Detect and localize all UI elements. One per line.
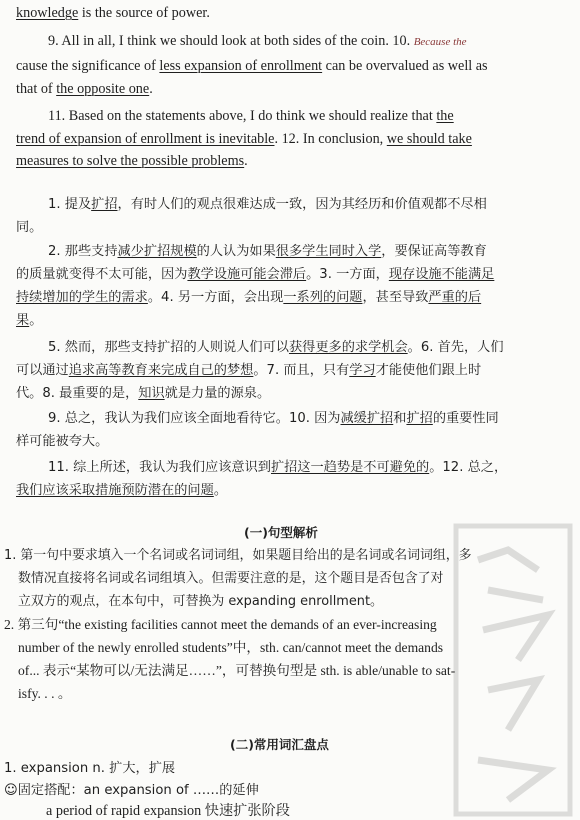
underlined-phrase: 减缓扩招 bbox=[340, 411, 394, 426]
text: 可以通过 bbox=[16, 363, 69, 378]
underlined-phrase: knowledge bbox=[16, 5, 79, 21]
en-line-5 bbox=[48, 107, 454, 125]
text: 。4. 另一方面，会出现 bbox=[147, 290, 284, 305]
underlined-phrase: 我们应该采取措施预防潜在的问题 bbox=[16, 483, 214, 498]
underlined-phrase: trend of expansion of enrollment is inevitable bbox=[16, 131, 275, 147]
text: 1. 提及 bbox=[48, 197, 92, 212]
zh-para-3-line-3 bbox=[16, 385, 270, 403]
text: ，要保证高等教育 bbox=[381, 244, 487, 259]
text: cause the significance of bbox=[16, 58, 160, 74]
text: 的质量就变得不太可能，因为 bbox=[16, 267, 188, 282]
text: 。 bbox=[213, 483, 227, 498]
text: 2. 那些支持 bbox=[48, 244, 118, 259]
underlined-phrase: 扩招这一趋势是不可避免的 bbox=[270, 460, 430, 475]
underlined-phrase: 知识 bbox=[138, 386, 165, 401]
text: 9. All in all, I think we should look at both sides of the coin. 10. bbox=[48, 33, 411, 49]
item-2-line-2: number of the newly enrolled students”中，sth. can/cannot meet the demands bbox=[18, 640, 444, 655]
text: ，有时人们的观点很难达成一致，因为其经历和价值观都不尽相 bbox=[117, 197, 487, 212]
text: 。 bbox=[29, 313, 43, 328]
text: 11. Based on the statements above, I do think we should realize that bbox=[48, 108, 437, 124]
underlined-phrase: 扩招 bbox=[91, 197, 118, 212]
item-1-line-3: 立双方的观点，在本句中，可替换为 expanding enrollment。 bbox=[18, 594, 383, 609]
text: 9. 总之，我认为我们应该全面地看待它。10. 因为 bbox=[48, 411, 341, 426]
text: . 12. In conclusion, bbox=[274, 131, 387, 147]
text: 。12. 总之， bbox=[429, 460, 508, 475]
zh-para-3-line-1 bbox=[48, 339, 504, 357]
text: ，甚至导致 bbox=[362, 290, 429, 305]
zh-para-3-line-2 bbox=[16, 362, 481, 380]
text: 11. 综上所述，我认为我们应该意识到 bbox=[48, 460, 271, 475]
text: 的人认为如果 bbox=[196, 244, 276, 259]
vocab-entry-1: 1. expansion n. 扩大，扩展 bbox=[4, 761, 176, 776]
underlined-phrase: 严重的后 bbox=[428, 290, 482, 305]
zh-para-5-line-2 bbox=[16, 482, 227, 500]
underlined-phrase: less expansion of enrollment bbox=[159, 58, 323, 74]
text: 和 bbox=[393, 411, 407, 426]
seal-watermark-icon bbox=[448, 520, 578, 820]
underlined-phrase: 果 bbox=[16, 313, 30, 328]
underlined-phrase: 教学设施可能会滞后 bbox=[187, 267, 307, 282]
en-line-7 bbox=[16, 152, 248, 170]
en-line-3 bbox=[16, 57, 488, 75]
text: 。7. 而且，只有 bbox=[253, 363, 350, 378]
text: 就是力量的源泉。 bbox=[164, 386, 271, 401]
zh-para-1-line-2 bbox=[16, 219, 42, 237]
text: . bbox=[149, 81, 153, 97]
en-line-2 bbox=[48, 32, 467, 51]
underlined-phrase: measures to solve the possible problems bbox=[16, 153, 245, 169]
item-2-line-4: isfy. . . 。 bbox=[18, 686, 72, 701]
zh-para-2-line-2 bbox=[16, 266, 494, 284]
underlined-phrase: we should take bbox=[386, 131, 472, 147]
zh-para-5-line-1 bbox=[48, 459, 507, 477]
underlined-phrase: 一系列的问题 bbox=[283, 290, 363, 305]
zh-para-1-line-1 bbox=[48, 196, 487, 214]
vocab-collocation: ☺固定搭配：an expansion of ……的延伸 bbox=[4, 783, 259, 798]
item-1-line-1: 1. 第一句中要求填入一个名词或名词词组，如果题目给出的是名词或名词词组，多 bbox=[4, 548, 472, 563]
underlined-phrase: the opposite one bbox=[56, 81, 150, 97]
item-2-line-3: of... 表示“某物可以/无法满足……”，可替换句型是 sth. is able/unable to sat- bbox=[18, 663, 456, 678]
underlined-phrase: 持续增加的学生的需求 bbox=[16, 290, 148, 305]
text: can be overvalued as well as bbox=[322, 58, 488, 74]
text: 。6. 首先，人们 bbox=[407, 340, 504, 355]
text: 的重要性同 bbox=[432, 411, 499, 426]
text: 才能使他们跟上时 bbox=[375, 363, 482, 378]
en-line-1 bbox=[16, 4, 210, 22]
text: 同。 bbox=[16, 220, 43, 235]
zh-para-2-line-4 bbox=[16, 312, 42, 330]
text: is the source of power. bbox=[78, 5, 210, 21]
zh-para-2-line-1 bbox=[48, 243, 487, 261]
en-line-4 bbox=[16, 80, 153, 98]
section-title-vocabulary: (二)常用词汇盘点 bbox=[230, 737, 329, 752]
underlined-phrase: 获得更多的求学机会 bbox=[288, 340, 408, 355]
underlined-phrase: 很多学生同时入学 bbox=[275, 244, 382, 259]
underlined-phrase: the bbox=[436, 108, 454, 124]
item-1-line-2: 数情况直接将名词或名词组填入。但需要注意的是，这个题目是否包含了对 bbox=[18, 571, 444, 586]
vocab-example: a period of rapid expansion 快速扩张阶段 bbox=[46, 803, 290, 819]
text: 。3. 一方面， bbox=[306, 267, 389, 282]
zh-para-4-line-2 bbox=[16, 433, 108, 451]
underlined-phrase: 追求高等教育来完成自己的梦想 bbox=[68, 363, 254, 378]
zh-para-2-line-3 bbox=[16, 289, 481, 307]
text: 样可能被夸大。 bbox=[16, 434, 109, 449]
item-2-line-1: 2. 第三句“the existing facilities cannot meet the demands of an ever-increasing bbox=[4, 617, 437, 632]
text: . bbox=[244, 153, 248, 169]
underlined-phrase: 减少扩招规模 bbox=[117, 244, 197, 259]
underlined-phrase: 现存设施不能满足 bbox=[388, 267, 495, 282]
handwritten-note: Because the bbox=[413, 36, 467, 48]
underlined-phrase: 学习 bbox=[349, 363, 376, 378]
section-title-sentence-analysis: (一)句型解析 bbox=[244, 525, 318, 540]
zh-para-4-line-1 bbox=[48, 410, 499, 428]
en-line-6 bbox=[16, 130, 472, 148]
text: 代。8. 最重要的是， bbox=[16, 386, 139, 401]
text: that of bbox=[16, 81, 57, 97]
underlined-phrase: 扩招 bbox=[406, 411, 433, 426]
text: 5. 然而，那些支持扩招的人则说人们可以 bbox=[48, 340, 289, 355]
